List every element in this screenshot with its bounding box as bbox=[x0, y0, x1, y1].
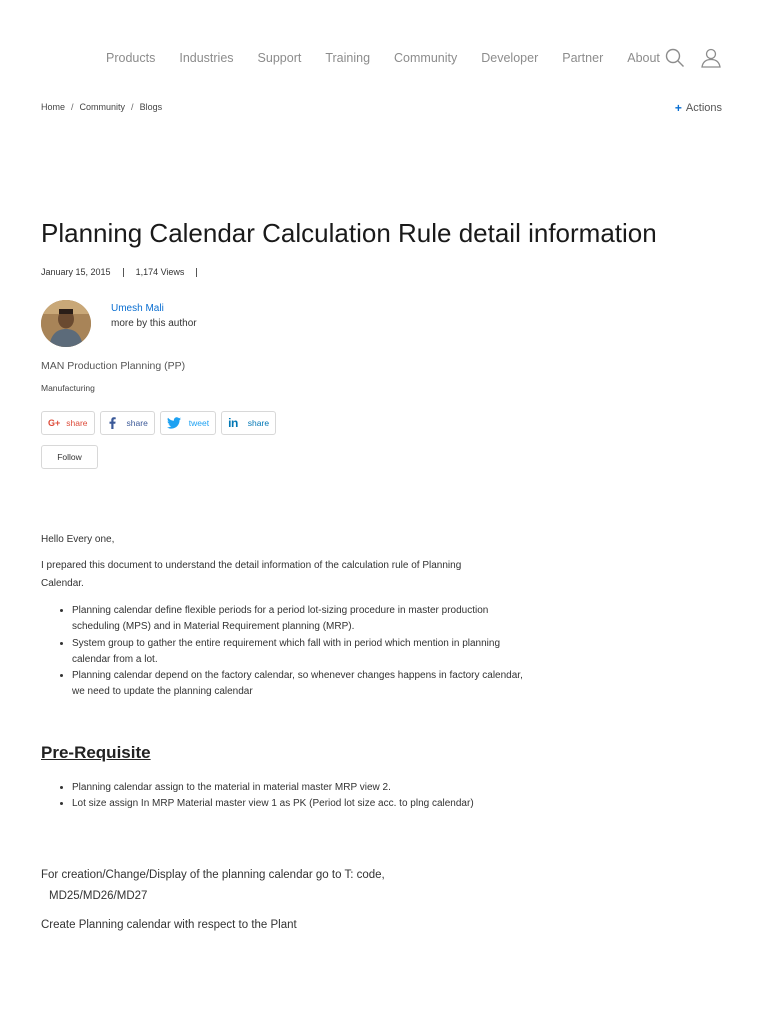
breadcrumb bbox=[41, 102, 162, 112]
publish-date: January 15, 2015 bbox=[41, 267, 111, 277]
list-item: • Lot size assign In MRP Material master view 1 as PK (Period lot size acc. to plng calendar) bbox=[72, 796, 532, 812]
divider bbox=[196, 268, 197, 277]
twitter-tweet-label: tweet bbox=[188, 418, 210, 428]
author-name-link[interactable]: Umesh Mali bbox=[111, 303, 164, 314]
nav-item-partner[interactable]: Partner bbox=[562, 51, 604, 65]
view-count: 1,174 Views bbox=[135, 267, 185, 277]
prerequisite-heading: Pre-Requisite bbox=[41, 743, 151, 762]
google-share-label: share bbox=[66, 418, 88, 428]
list-item: • Planning calendar depend on the factory calendar, so whenever changes happens in factory calendar, we need to update the planning calendar bbox=[72, 668, 532, 701]
actions-menu[interactable] bbox=[675, 101, 722, 115]
twitter-tweet-button[interactable] bbox=[160, 411, 216, 435]
greeting-text: Hello Every one, bbox=[41, 534, 115, 545]
linkedin-share-button[interactable] bbox=[221, 411, 276, 435]
linkedin-share-label: share bbox=[247, 418, 270, 428]
twitter-icon bbox=[167, 417, 181, 429]
page-title: Planning Calendar Calculation Rule detail information bbox=[41, 218, 657, 248]
list-item: • Planning calendar define flexible periods for a period lot-sizing procedure in master production scheduling (MPS) and in Material Requirement planning (MRP). bbox=[72, 603, 532, 636]
secondary-tag[interactable]: Manufacturing bbox=[41, 383, 95, 393]
top-nav bbox=[106, 48, 660, 68]
user-icon[interactable] bbox=[700, 47, 722, 69]
linkedin-icon: in bbox=[228, 416, 238, 430]
list-item: • System group to gather the entire requirement which fall with in period which mention in planning calendar from a lot. bbox=[72, 636, 532, 669]
plus-icon: + bbox=[674, 101, 682, 115]
prerequisite-list bbox=[41, 780, 532, 813]
actions-label: Actions bbox=[685, 102, 722, 114]
breadcrumb-separator: / bbox=[71, 102, 74, 112]
breadcrumb-home[interactable]: Home bbox=[41, 102, 66, 112]
divider bbox=[123, 268, 124, 277]
more-by-author-link[interactable]: more by this author bbox=[111, 318, 197, 329]
nav-item-community[interactable]: Community bbox=[394, 51, 458, 65]
description-list bbox=[41, 603, 532, 701]
nav-item-developer[interactable]: Developer bbox=[481, 51, 539, 65]
breadcrumb-blogs[interactable]: Blogs bbox=[139, 102, 163, 112]
facebook-share-label: share bbox=[126, 418, 148, 428]
nav-item-support[interactable]: Support bbox=[257, 51, 302, 65]
primary-tag[interactable]: MAN Production Planning (PP) bbox=[41, 360, 186, 372]
nav-item-training[interactable]: Training bbox=[325, 51, 371, 65]
facebook-share-button[interactable] bbox=[100, 411, 155, 435]
list-item: • Planning calendar assign to the material in material master MRP view 2. bbox=[72, 780, 532, 796]
tcode-list: MD25/MD26/MD27 bbox=[49, 890, 148, 902]
breadcrumb-separator: / bbox=[131, 102, 134, 112]
breadcrumb-community[interactable]: Community bbox=[79, 102, 126, 112]
follow-button[interactable]: Follow bbox=[41, 445, 98, 469]
tcode-instruction: For creation/Change/Display of the planning calendar go to T: code, bbox=[41, 869, 385, 881]
nav-item-products[interactable]: Products bbox=[106, 51, 156, 65]
search-icon[interactable] bbox=[664, 47, 686, 69]
intro-paragraph: I prepared this document to understand the detail information of the calculation rule of Planning Calendar. bbox=[41, 560, 462, 589]
share-bar bbox=[41, 411, 281, 435]
avatar[interactable] bbox=[41, 300, 91, 347]
facebook-icon bbox=[107, 417, 117, 429]
article-meta bbox=[41, 267, 209, 277]
nav-item-about[interactable]: About bbox=[627, 51, 660, 65]
nav-item-industries[interactable]: Industries bbox=[179, 51, 234, 65]
google-plus-icon: G+ bbox=[48, 418, 61, 428]
create-calendar-text: Create Planning calendar with respect to the Plant bbox=[41, 919, 297, 931]
google-share-button[interactable] bbox=[41, 411, 95, 435]
